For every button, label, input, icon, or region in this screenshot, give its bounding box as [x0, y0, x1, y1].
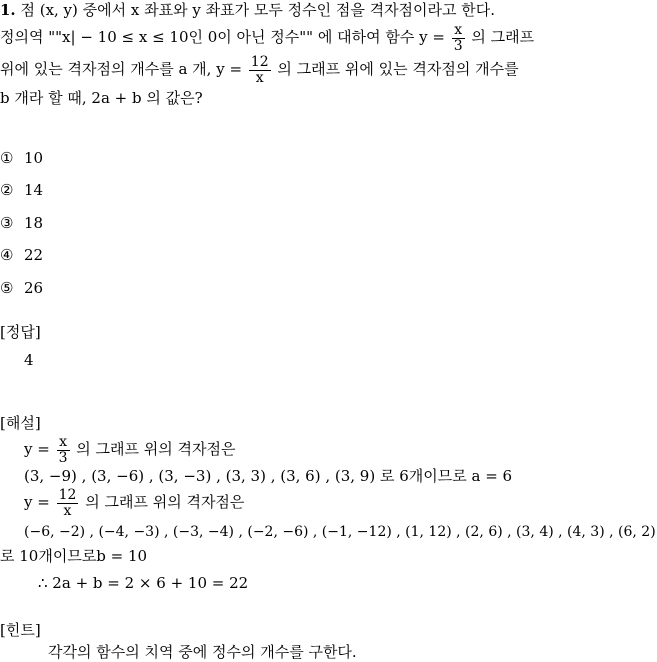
fraction-x-over-3	[452, 23, 465, 54]
question-text-4: b 개라 할 때, 2a + b 의 값은?	[0, 89, 203, 107]
fraction-x-over-3	[57, 435, 70, 466]
fraction-denominator: x	[249, 70, 271, 86]
explanation-line-2: (3, −9) , (3, −6) , (3, −3) , (3, 3) , (3, 6) , (3, 9) 로 6개이므로 a = 6	[24, 467, 513, 485]
choice-value: 22	[24, 246, 44, 264]
explanation-text: 의 그래프 위의 격자점은	[85, 493, 245, 511]
question-text-1: 점 (x, y) 중에서 x 좌표와 y 좌표가 모두 정수인 점을 격자점이라고 한다.	[20, 1, 496, 19]
fraction-numerator: 12	[58, 486, 77, 503]
fraction-12-over-x	[57, 488, 79, 519]
choice-4[interactable]	[0, 245, 43, 265]
question-text-2b: 의 그래프	[471, 28, 535, 46]
question-line-1	[0, 0, 495, 20]
fraction-numerator: x	[59, 433, 67, 450]
fraction-12-over-x	[249, 55, 271, 86]
answer-heading: [정답]	[0, 323, 41, 341]
answer-value: 4	[24, 351, 34, 369]
choice-value: 18	[24, 214, 44, 232]
choice-1[interactable]	[0, 148, 43, 168]
hint-heading: [힌트]	[0, 621, 41, 639]
explanation-line-1	[24, 432, 236, 466]
choice-value: 14	[24, 181, 44, 199]
choice-mark: ⑤	[0, 279, 14, 297]
explanation-line-5: 로 10개이므로b = 10	[0, 547, 148, 565]
choice-mark: ③	[0, 214, 14, 232]
explanation-line-3	[24, 484, 244, 520]
explanation-text: 의 그래프 위의 격자점은	[76, 440, 236, 458]
choice-value: 10	[24, 149, 44, 167]
fraction-numerator: 12	[250, 53, 269, 70]
fraction-denominator: 3	[58, 449, 68, 466]
question-line-3	[0, 52, 519, 86]
explanation-text: y =	[24, 440, 50, 458]
explanation-text: y =	[24, 493, 50, 511]
choice-mark: ②	[0, 181, 14, 199]
choice-3[interactable]	[0, 213, 43, 233]
choice-value: 26	[24, 279, 44, 297]
explanation-line-6: ∴ 2a + b = 2 × 6 + 10 = 22	[38, 574, 249, 592]
choice-5[interactable]	[0, 278, 43, 298]
question-line-2	[0, 22, 534, 54]
question-text-3a: 위에 있는 격자점의 개수를 a 개, y =	[0, 60, 243, 78]
hint-text: 각각의 함수의 치역 중에 정수의 개수를 구한다.	[48, 643, 357, 661]
fraction-numerator: x	[454, 21, 463, 38]
fraction-denominator: 3	[453, 37, 463, 54]
question-text-2a: 정의역 ""x| − 10 ≤ x ≤ 10인 0이 아닌 정수"" 에 대하여 함수 y =	[0, 28, 445, 46]
question-text-3b: 의 그래프 위에 있는 격자점의 개수를	[277, 60, 519, 78]
question-number: 1.	[0, 1, 16, 19]
explanation-line-4: (−6, −2) , (−4, −3) , (−3, −4) , (−2, −6) , (−1, −12) , (1, 12) , (2, 6) , (3, 4) , (4, 3) , (6, 2)	[24, 524, 656, 540]
choice-2[interactable]	[0, 180, 43, 200]
question-line-4	[0, 88, 203, 108]
fraction-denominator: x	[57, 503, 79, 519]
choice-mark: ①	[0, 149, 14, 167]
explanation-heading: [해설]	[0, 414, 41, 432]
choice-mark: ④	[0, 246, 14, 264]
